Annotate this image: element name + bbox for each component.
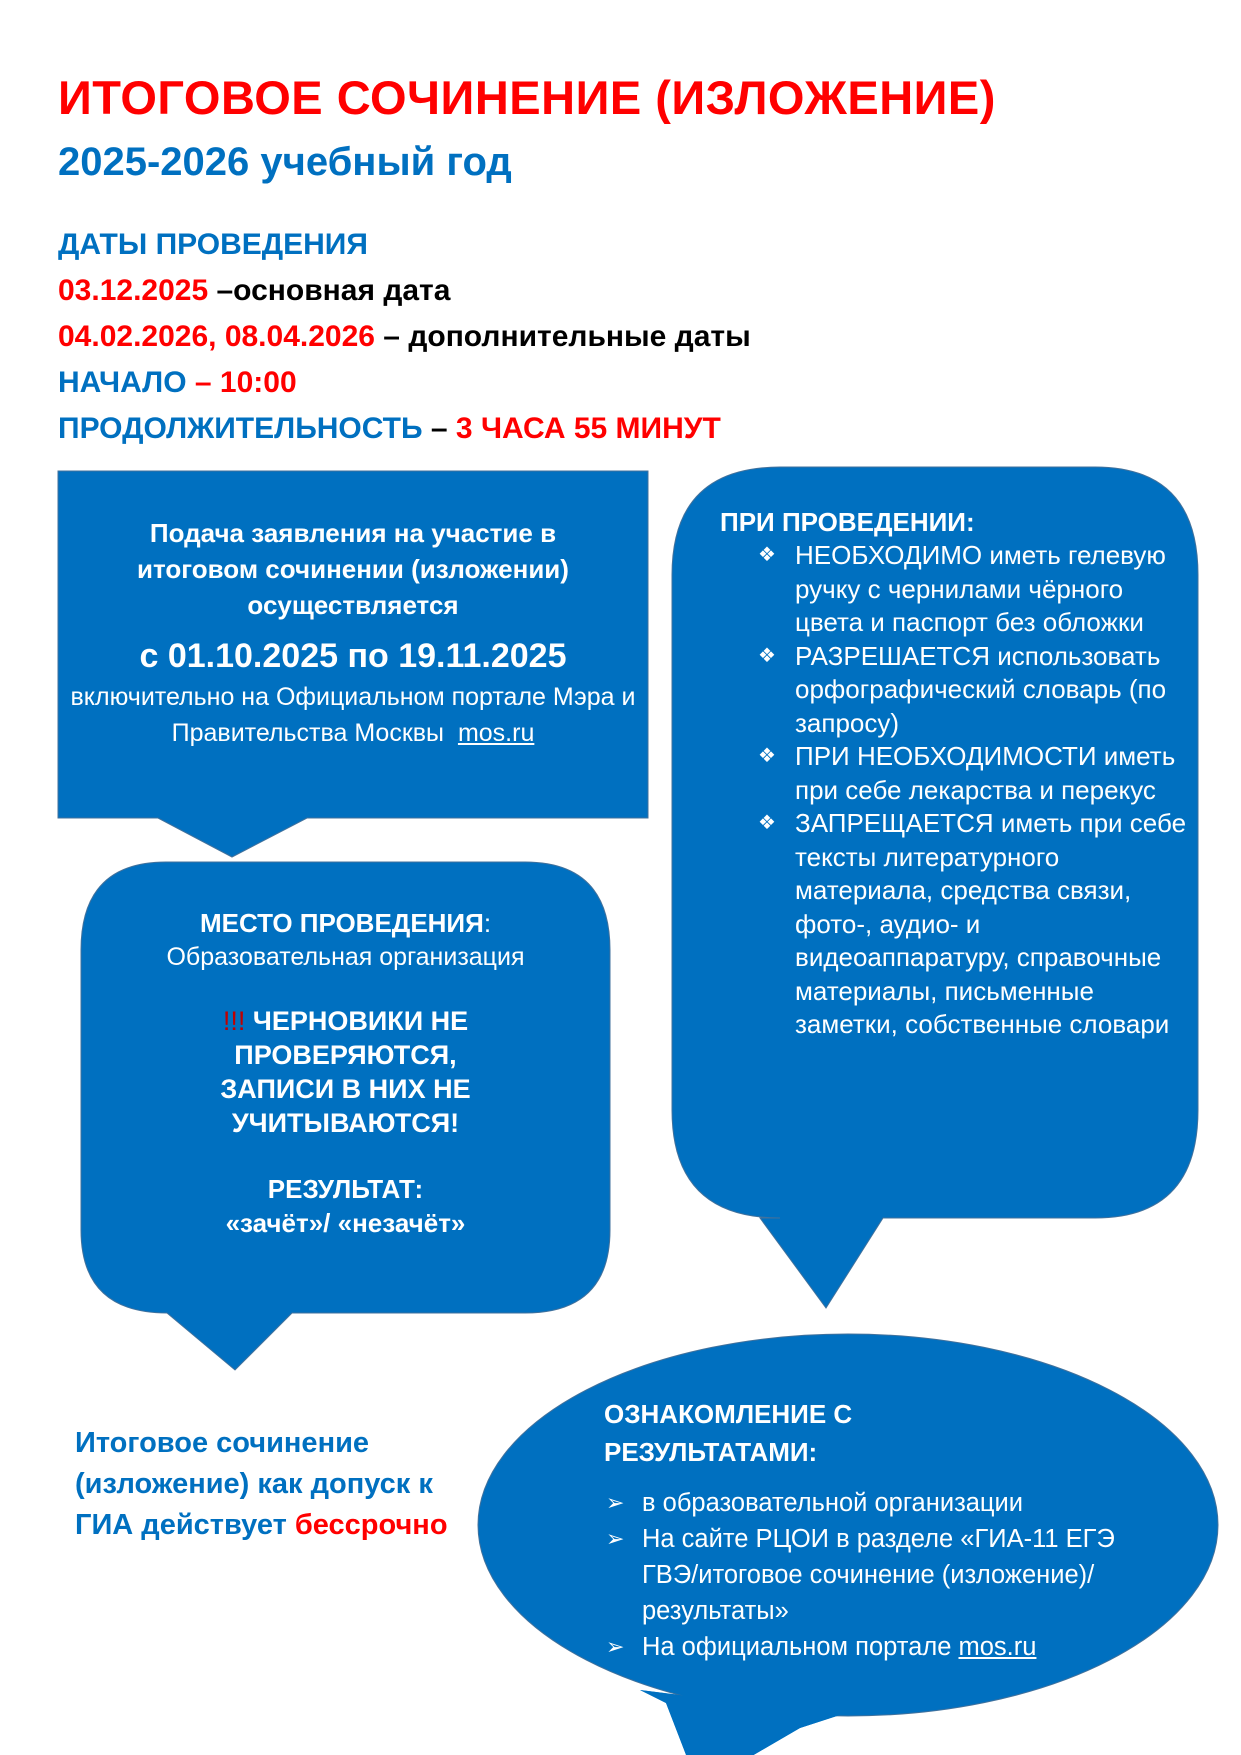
- duration-dash: –: [422, 412, 456, 445]
- duration-label: ПРОДОЛЖИТЕЛЬНОСТЬ: [58, 412, 423, 445]
- dates-heading: ДАТЫ ПРОВЕДЕНИЯ: [58, 228, 368, 261]
- place-value: Образовательная организация: [166, 943, 525, 971]
- results-item: [604, 1629, 1124, 1665]
- rules-heading: ПРИ ПРОВЕДЕНИИ:: [720, 507, 975, 537]
- rules-item: [758, 640, 1190, 741]
- page-subtitle: 2025-2026 учебный год: [58, 140, 512, 184]
- rules-item: [758, 807, 1190, 1042]
- place-heading: МЕСТО ПРОВЕДЕНИЯ: [199, 908, 484, 938]
- extra-dates-line: [58, 320, 751, 354]
- results-item: [604, 1521, 1122, 1629]
- gia-admission-note: [75, 1423, 475, 1546]
- application-portal-text: включительно на Официальном портале Мэра и Правительства Москвы: [70, 683, 636, 747]
- diamond-bullet-icon: ❖: [758, 812, 776, 834]
- arrow-bullet-icon: ➢: [606, 1490, 625, 1515]
- main-date-label: –основная дата: [208, 274, 451, 307]
- exam-rules: [720, 505, 1190, 1042]
- start-time-line: [58, 366, 297, 400]
- result-heading: РЕЗУЛЬТАТ:: [267, 1174, 424, 1204]
- duration-value: 3 ЧАСА 55 МИНУТ: [455, 412, 721, 445]
- results-item-text: На сайте РЦОИ в разделе «ГИА-11 ЕГЭ ГВЭ/итоговое сочинение (изложение)/результаты»: [642, 1525, 1115, 1625]
- start-dash: –: [186, 366, 220, 399]
- main-date-line: [58, 274, 450, 308]
- rules-list: [720, 539, 1190, 1042]
- rules-item-text: РАЗРЕШАЕТСЯ использовать орфографический словарь (по запросу): [795, 640, 1167, 738]
- results-info: [604, 1395, 1124, 1665]
- mos-ru-link[interactable]: mos.ru: [457, 719, 535, 747]
- results-list: [604, 1485, 1124, 1665]
- extra-dates: 04.02.2026, 08.04.2026: [58, 320, 375, 353]
- diamond-bullet-icon: ❖: [758, 745, 776, 767]
- mos-ru-link[interactable]: mos.ru: [958, 1633, 1037, 1661]
- note-highlight: бессрочно: [294, 1509, 448, 1541]
- note-text: Итоговое сочинение (изложение) как допуск к ГИА действует: [75, 1427, 433, 1541]
- application-intro: Подача заявления на участие в итоговом сочинении (изложении) осуществляется: [137, 518, 569, 620]
- drafts-warning: [81, 1004, 610, 1140]
- main-date: 03.12.2025: [58, 274, 209, 307]
- rules-item-text: ЗАПРЕЩАЕТСЯ иметь при себе тексты литературного материала, средства связи, фото-, аудио- и видеоаппаратуру, справочные материалы, письменные заметки, собственные словари: [795, 808, 1187, 1039]
- application-info: [58, 515, 648, 751]
- rules-item-text: ПРИ НЕОБХОДИМОСТИ иметь при себе лекарства и перекус: [795, 741, 1176, 805]
- rules-item: [758, 539, 1190, 640]
- results-heading: ОЗНАКОМЛЕНИЕ С РЕЗУЛЬТАТАМИ:: [604, 1399, 853, 1467]
- warning-icon: !!!: [222, 1006, 246, 1036]
- extra-dates-label: – дополнительные даты: [374, 320, 751, 353]
- results-item: [604, 1485, 1124, 1521]
- page-title: ИТОГОВОЕ СОЧИНЕНИЕ (ИЗЛОЖЕНИЕ): [58, 71, 996, 124]
- start-label: НАЧАЛО: [58, 366, 187, 399]
- place-info: [81, 906, 610, 1240]
- result-value: «зачёт»/ «незачёт»: [225, 1208, 466, 1238]
- start-time: 10:00: [219, 366, 297, 399]
- results-item-text: в образовательной организации: [642, 1489, 1024, 1517]
- duration-line: [58, 412, 721, 446]
- drafts-warning-text: ЧЕРНОВИКИ НЕ ПРОВЕРЯЮТСЯ, ЗАПИСИ В НИХ НЕ УЧИТЫВАЮТСЯ!: [220, 1006, 471, 1138]
- arrow-bullet-icon: ➢: [606, 1634, 625, 1659]
- arrow-bullet-icon: ➢: [606, 1526, 625, 1551]
- results-item-text: На официальном портале: [642, 1633, 959, 1661]
- diamond-bullet-icon: ❖: [758, 644, 776, 667]
- place-colon: :: [483, 908, 492, 938]
- diamond-bullet-icon: ❖: [758, 544, 776, 566]
- application-period: с 01.10.2025 по 19.11.2025: [139, 637, 567, 675]
- rules-item: [758, 740, 1190, 807]
- rules-item-text: НЕОБХОДИМО иметь гелевую ручку с чернилами чёрного цвета и паспорт без обложки: [795, 540, 1166, 637]
